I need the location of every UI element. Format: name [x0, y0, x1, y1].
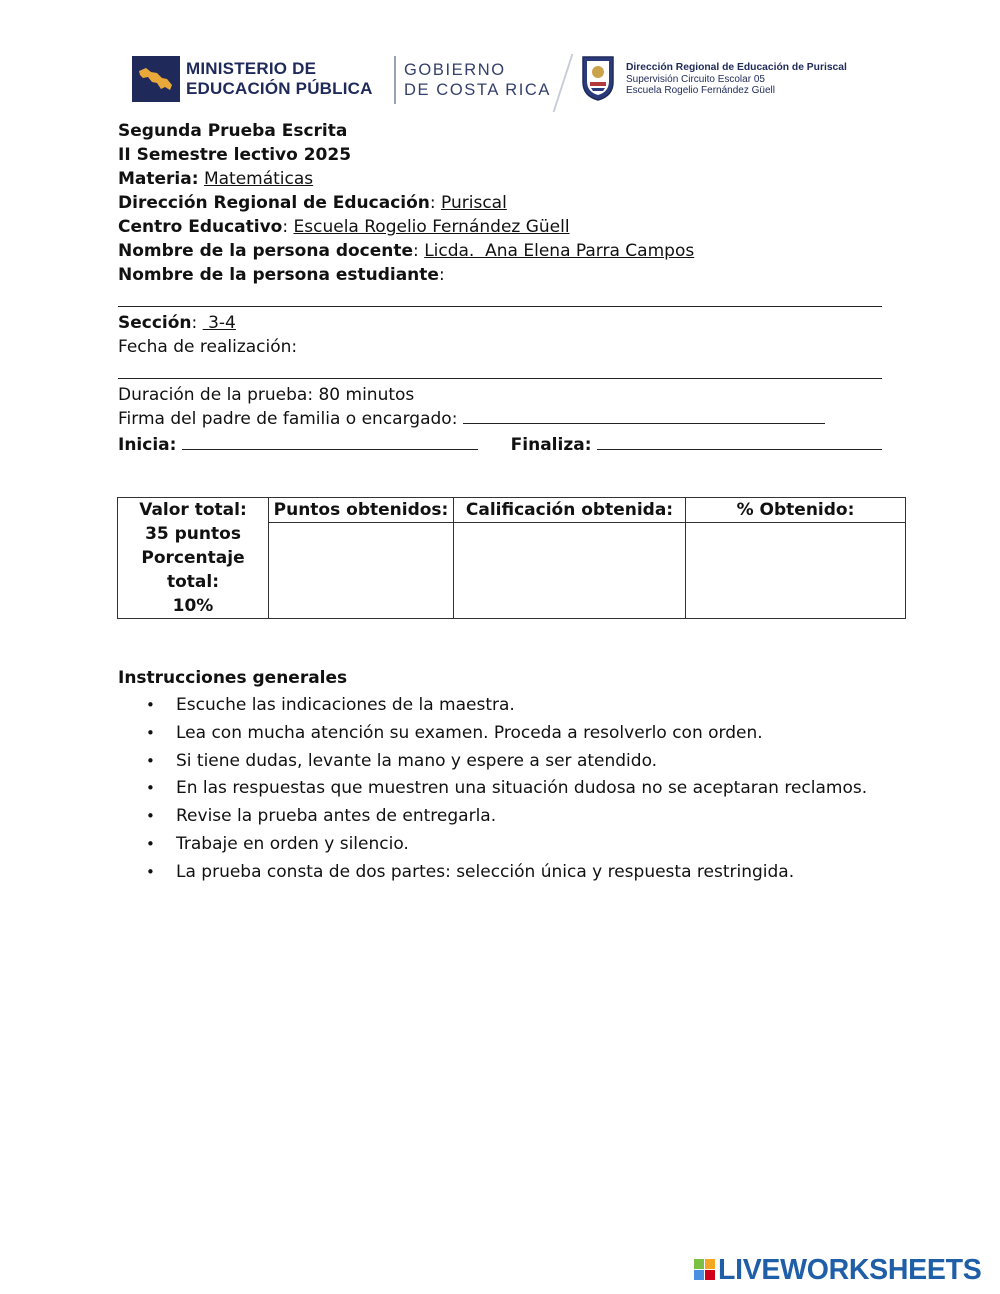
gob-line1: GOBIERNO	[404, 61, 506, 79]
total-line: 10%	[172, 596, 214, 616]
dre-line3: Escuela Rogelio Fernández Güell	[626, 85, 775, 96]
signature-label: Firma del padre de familia o encargado:	[118, 409, 458, 429]
time-row	[118, 433, 882, 457]
watermark-text: LIVEWORKSHEETS	[718, 1254, 982, 1286]
instruction-item: • En las respuestas que muestren una situación dudosa no se aceptaran reclamos.	[118, 775, 882, 803]
total-line: total:	[166, 572, 220, 592]
total-line: Porcentaje	[141, 548, 245, 568]
school-row	[118, 215, 570, 239]
teacher-colon: :	[413, 241, 419, 261]
mep-logo-text	[186, 59, 373, 99]
end-label: Finaliza:	[510, 435, 592, 455]
score-table	[117, 497, 906, 619]
grade-header: Calificación obtenida:	[454, 498, 686, 523]
exam-title: Segunda Prueba Escrita	[118, 121, 348, 141]
points-cell[interactable]	[269, 523, 454, 619]
student-name-blank[interactable]	[118, 306, 882, 307]
logo-divider	[394, 56, 396, 104]
duration-text: Duración de la prueba: 80 minutos	[118, 385, 415, 405]
teacher-row	[118, 239, 694, 263]
date-label: Fecha de realización:	[118, 337, 298, 357]
teacher-label: Nombre de la persona docente	[118, 241, 414, 261]
instruction-item: • Revise la prueba antes de entregarla.	[118, 803, 882, 831]
gob-line2: DE COSTA RICA	[404, 81, 552, 99]
section-label: Sección	[118, 313, 192, 333]
subject-label: Materia:	[118, 169, 199, 189]
instruction-item: • Lea con mucha atención su examen. Proceda a resolverlo con orden.	[118, 720, 882, 748]
region-row	[118, 191, 507, 215]
date-blank[interactable]	[118, 378, 882, 379]
total-value-cell	[118, 498, 269, 619]
school-label: Centro Educativo	[118, 217, 283, 237]
teacher-value: Licda. Ana Elena Parra Campos	[424, 241, 695, 261]
dre-line2: Supervisión Circuito Escolar 05	[626, 73, 765, 85]
grade-cell[interactable]	[454, 523, 686, 619]
logo-divider-slanted	[553, 54, 574, 112]
start-time-blank[interactable]	[182, 435, 478, 450]
instructions-list	[118, 692, 882, 887]
gobierno-logo-text	[404, 60, 551, 100]
student-colon: :	[438, 265, 445, 285]
regional-office-text	[626, 62, 847, 97]
costa-rica-map-icon	[132, 56, 180, 102]
start-label: Inicia:	[118, 435, 177, 455]
end-time-blank[interactable]	[597, 435, 882, 450]
school-colon: :	[282, 217, 289, 237]
signature-blank[interactable]	[463, 409, 825, 424]
dre-line1: Dirección Regional de Educación de Puriscal	[626, 62, 847, 73]
section-row	[118, 311, 236, 335]
section-colon: :	[191, 313, 198, 333]
header-logos	[132, 52, 872, 112]
section-value: 3-4	[202, 313, 236, 333]
school-value: Escuela Rogelio Fernández Güell	[293, 217, 570, 237]
points-header: Puntos obtenidos:	[269, 498, 454, 523]
instruction-item: • Escuche las indicaciones de la maestra.	[118, 692, 882, 720]
liveworksheets-logo-icon	[694, 1259, 716, 1281]
region-value: Puriscal	[441, 193, 507, 213]
instruction-item: • La prueba consta de dos partes: selección única y respuesta restringida.	[118, 859, 882, 887]
total-line: 35 puntos	[145, 524, 241, 544]
mep-line2: EDUCACIÓN PÚBLICA	[186, 79, 373, 98]
subject-value: Matemáticas	[203, 169, 314, 189]
instruction-item: • Trabaje en orden y silencio.	[118, 831, 882, 859]
total-line: Valor total:	[139, 500, 247, 520]
exam-semester: II Semestre lectivo 2025	[118, 145, 352, 165]
percent-header: % Obtenido:	[686, 498, 906, 523]
student-row	[118, 263, 445, 287]
mep-line1: MINISTERIO DE	[186, 59, 317, 78]
school-shield-icon	[581, 54, 615, 102]
region-colon: :	[429, 193, 436, 213]
signature-row	[118, 407, 825, 431]
instruction-item: • Si tiene dudas, levante la mano y espere a ser atendido.	[118, 748, 882, 776]
instructions-title: Instrucciones generales	[118, 668, 348, 688]
region-label: Dirección Regional de Educación	[118, 193, 430, 213]
subject-row	[118, 167, 313, 191]
percent-cell[interactable]	[686, 523, 906, 619]
student-label: Nombre de la persona estudiante	[118, 265, 439, 285]
